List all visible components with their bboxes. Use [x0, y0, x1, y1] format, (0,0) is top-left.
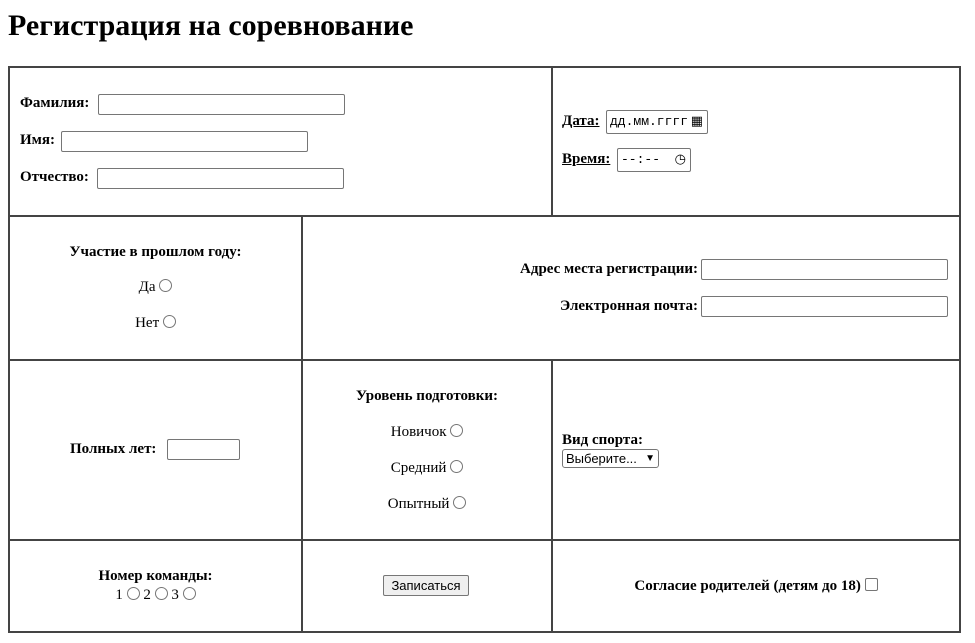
level-option-beginner[interactable] [301, 424, 553, 441]
sport-label: Вид спорта: [562, 432, 643, 448]
participation-label: Участие в прошлом году: [69, 244, 242, 260]
consent-option[interactable] [551, 578, 961, 595]
address-label: Адрес места регистрации: [520, 261, 698, 277]
age-label: Полных лет: [70, 441, 157, 457]
sport-select-value: Выберите... [566, 451, 637, 466]
radio-no[interactable] [163, 315, 176, 328]
consent-label: Согласие родителей (детям до 18) [634, 578, 861, 594]
option-label: Нет [135, 315, 160, 331]
radio-team-2[interactable] [155, 587, 168, 600]
level-cell [301, 359, 553, 541]
radio-team-3[interactable] [183, 587, 196, 600]
team-option-label: 3 [171, 587, 179, 603]
name-label: Имя: [20, 132, 55, 148]
option-label: Средний [390, 460, 447, 476]
team-options [8, 587, 303, 604]
team-label: Номер команды: [98, 568, 213, 584]
date-placeholder: дд.мм.гггг [610, 114, 689, 129]
option-label: Новичок [390, 424, 447, 440]
team-option-label: 1 [115, 587, 123, 603]
email-label: Электронная почта: [560, 298, 698, 314]
radio-team-1[interactable] [127, 587, 140, 600]
option-label: Опытный [387, 496, 450, 512]
time-input[interactable] [617, 148, 691, 172]
patronymic-input[interactable] [97, 168, 344, 189]
surname-input[interactable] [98, 94, 345, 115]
team-option-label: 2 [143, 587, 151, 603]
page-title: Регистрация на соревнование [8, 9, 414, 42]
date-label: Дата: [562, 113, 600, 129]
name-input[interactable] [61, 131, 308, 152]
radio-yes[interactable] [159, 279, 172, 292]
radio-experienced[interactable] [453, 496, 466, 509]
date-input[interactable] [606, 110, 708, 134]
level-label: Уровень подготовки: [355, 388, 499, 404]
email-input[interactable] [701, 296, 948, 317]
time-placeholder: --:-- [621, 152, 661, 167]
radio-intermediate[interactable] [450, 460, 463, 473]
calendar-icon[interactable]: ▦ [690, 114, 703, 129]
age-input[interactable] [167, 439, 240, 460]
address-input[interactable] [701, 259, 948, 280]
submit-button[interactable]: Записаться [383, 575, 469, 596]
option-label: Да [138, 279, 156, 295]
sport-select[interactable] [562, 449, 659, 468]
chevron-down-icon: ▼ [645, 453, 655, 464]
patronymic-label: Отчество: [20, 169, 89, 185]
participation-option-no[interactable] [8, 315, 303, 332]
consent-checkbox[interactable] [865, 578, 878, 591]
team-cell [8, 539, 303, 633]
clock-icon[interactable]: ◷ [674, 152, 686, 167]
datetime-cell [551, 66, 961, 217]
participation-option-yes[interactable] [8, 279, 303, 296]
radio-beginner[interactable] [450, 424, 463, 437]
time-label: Время: [562, 151, 611, 167]
contact-cell [301, 215, 961, 361]
level-option-experienced[interactable] [301, 496, 553, 513]
surname-label: Фамилия: [20, 95, 90, 111]
level-option-intermediate[interactable] [301, 460, 553, 477]
